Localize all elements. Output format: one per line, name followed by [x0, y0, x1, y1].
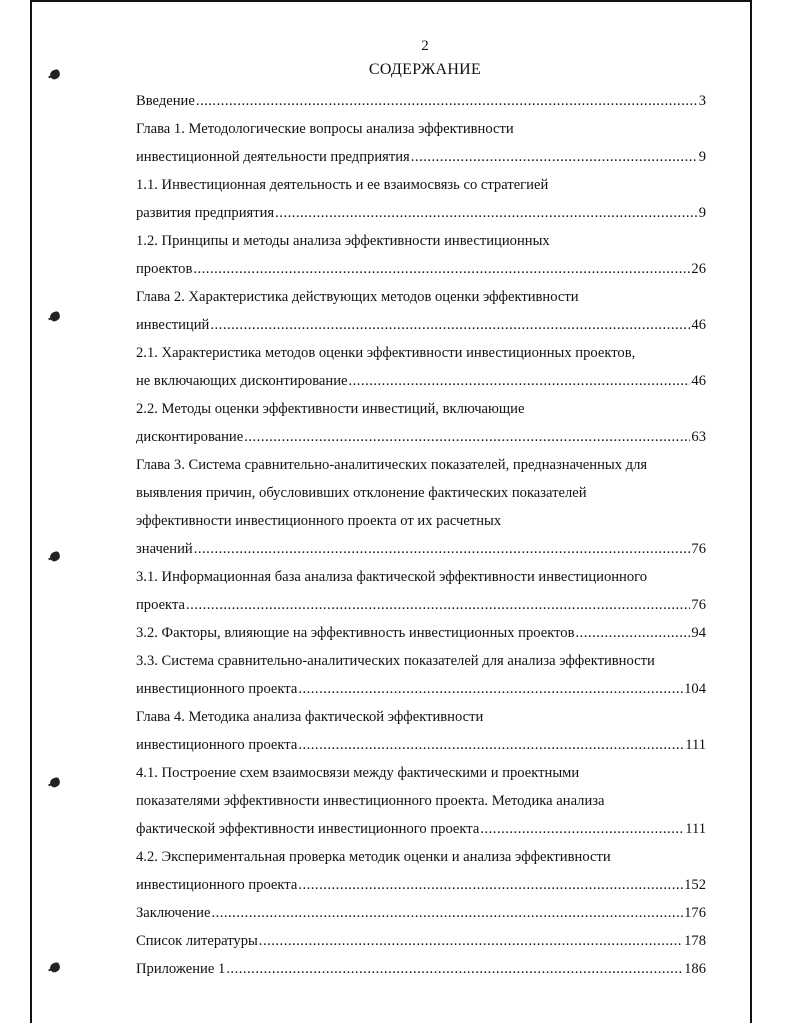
toc-entry-text: дисконтирование	[136, 429, 244, 445]
toc-dot-leader	[210, 314, 690, 336]
toc-entry-text: инвестиционного проекта	[136, 877, 298, 893]
toc-line	[136, 874, 706, 902]
toc-entry-text: Приложение 1	[136, 961, 226, 977]
toc-page-number: 111	[685, 821, 706, 837]
toc-entry-text: показателями эффективности инвестиционного проекта. Методика анализа	[136, 793, 605, 809]
toc-line	[136, 706, 706, 734]
toc-dot-leader	[186, 594, 690, 616]
toc-page-number: 176	[684, 905, 706, 921]
toc-line	[136, 90, 706, 118]
scan-mark	[49, 962, 61, 974]
toc-dot-leader	[298, 874, 683, 896]
toc-dot-leader	[411, 146, 698, 168]
page-number: 2	[421, 38, 429, 54]
toc-line	[136, 146, 706, 174]
toc-dot-leader	[348, 370, 690, 392]
toc-line	[136, 566, 706, 594]
toc-line	[136, 902, 706, 930]
toc-entry-text: 3.2. Факторы, влияющие на эффективность инвестиционных проектов	[136, 625, 575, 641]
toc-line	[136, 818, 706, 846]
toc-line	[136, 594, 706, 622]
toc-entry-text: 2.1. Характеристика методов оценки эффективности инвестиционных проектов,	[136, 345, 636, 361]
toc-line	[136, 790, 706, 818]
toc-dot-leader	[298, 734, 684, 756]
toc-entry-text: фактической эффективности инвестиционного проекта	[136, 821, 480, 837]
toc-line	[136, 286, 706, 314]
toc-page-number: 46	[691, 317, 706, 333]
toc-entry-text: Глава 2. Характеристика действующих методов оценки эффективности	[136, 289, 579, 305]
toc-entry-text: инвестиционной деятельности предприятия	[136, 149, 410, 165]
toc-dot-leader	[575, 622, 690, 644]
toc-page-number: 46	[691, 373, 706, 389]
toc-page-number: 152	[684, 877, 706, 893]
toc-dot-leader	[244, 426, 690, 448]
scan-mark	[49, 551, 61, 563]
toc-line	[136, 650, 706, 678]
toc-entry-text: инвестиционного проекта	[136, 737, 298, 753]
toc-line	[136, 482, 706, 510]
toc-line	[136, 118, 706, 146]
toc-entry-text: Глава 4. Методика анализа фактической эффективности	[136, 709, 484, 725]
toc-entry-text: инвестиций	[136, 317, 210, 333]
toc-line	[136, 734, 706, 762]
toc-entry-text: инвестиционного проекта	[136, 681, 298, 697]
toc-page-number: 76	[691, 541, 706, 557]
toc-line	[136, 678, 706, 706]
toc-line	[136, 370, 706, 398]
toc-dot-leader	[298, 678, 683, 700]
toc-entry-text: эффективности инвестиционного проекта от их расчетных	[136, 513, 502, 529]
toc-line	[136, 398, 706, 426]
toc-line	[136, 846, 706, 874]
page-title: СОДЕРЖАНИЕ	[368, 61, 482, 78]
page-border-right	[750, 0, 752, 1023]
page-border-top	[30, 0, 752, 2]
toc-entry-text: 1.1. Инвестиционная деятельность и ее взаимосвязь со стратегией	[136, 177, 549, 193]
toc-page-number: 186	[684, 961, 706, 977]
toc-page-number: 9	[698, 205, 706, 221]
toc-line	[136, 762, 706, 790]
table-of-contents	[136, 90, 706, 986]
toc-line	[136, 314, 706, 342]
toc-dot-leader	[211, 902, 683, 924]
toc-line	[136, 510, 706, 538]
toc-entry-text: 2.2. Методы оценки эффективности инвестиций, включающие	[136, 401, 525, 417]
toc-entry-text: 3.1. Информационная база анализа фактической эффективности инвестиционного	[136, 569, 648, 585]
toc-line	[136, 258, 706, 286]
page-border-left	[30, 0, 32, 1023]
toc-entry-text: Глава 3. Система сравнительно-аналитических показателей, предназначенных для	[136, 457, 648, 473]
toc-line	[136, 622, 706, 650]
toc-line	[136, 202, 706, 230]
toc-entry-text: проектов	[136, 261, 193, 277]
toc-dot-leader	[196, 90, 698, 112]
toc-entry-text: не включающих дисконтирование	[136, 373, 348, 389]
toc-entry-text: развития предприятия	[136, 205, 275, 221]
toc-page-number: 9	[698, 149, 706, 165]
toc-line	[136, 174, 706, 202]
toc-entry-text: 3.3. Система сравнительно-аналитических показателей для анализа эффективности	[136, 653, 655, 669]
toc-dot-leader	[275, 202, 698, 224]
toc-line	[136, 426, 706, 454]
toc-line	[136, 538, 706, 566]
toc-page-number: 76	[691, 597, 706, 613]
toc-line	[136, 230, 706, 258]
toc-entry-text: 4.1. Построение схем взаимосвязи между фактическими и проектными	[136, 765, 580, 781]
scan-mark	[49, 311, 61, 323]
toc-page-number: 3	[698, 93, 706, 109]
toc-entry-text: Введение	[136, 93, 195, 109]
toc-entry-text: Заключение	[136, 905, 211, 921]
toc-line	[136, 342, 706, 370]
toc-entry-text: Список литературы	[136, 933, 258, 949]
toc-dot-leader	[480, 818, 684, 840]
toc-page-number: 111	[685, 737, 706, 753]
toc-page-number: 26	[691, 261, 706, 277]
toc-page-number: 178	[684, 933, 706, 949]
scan-mark	[49, 777, 61, 789]
toc-line	[136, 454, 706, 482]
toc-page-number: 63	[691, 429, 706, 445]
toc-entry-text: Глава 1. Методологические вопросы анализа эффективности	[136, 121, 514, 137]
toc-dot-leader	[226, 958, 683, 980]
toc-dot-leader	[259, 930, 683, 952]
toc-dot-leader	[193, 258, 690, 280]
toc-dot-leader	[194, 538, 691, 560]
toc-line	[136, 958, 706, 986]
toc-page-number: 94	[691, 625, 706, 641]
toc-entry-text: 4.2. Экспериментальная проверка методик оценки и анализа эффективности	[136, 849, 611, 865]
toc-page-number: 104	[684, 681, 706, 697]
toc-entry-text: выявления причин, обусловивших отклонение фактических показателей	[136, 485, 587, 501]
toc-line	[136, 930, 706, 958]
toc-entry-text: проекта	[136, 597, 185, 613]
toc-entry-text: значений	[136, 541, 193, 557]
toc-entry-text: 1.2. Принципы и методы анализа эффективности инвестиционных	[136, 233, 550, 249]
